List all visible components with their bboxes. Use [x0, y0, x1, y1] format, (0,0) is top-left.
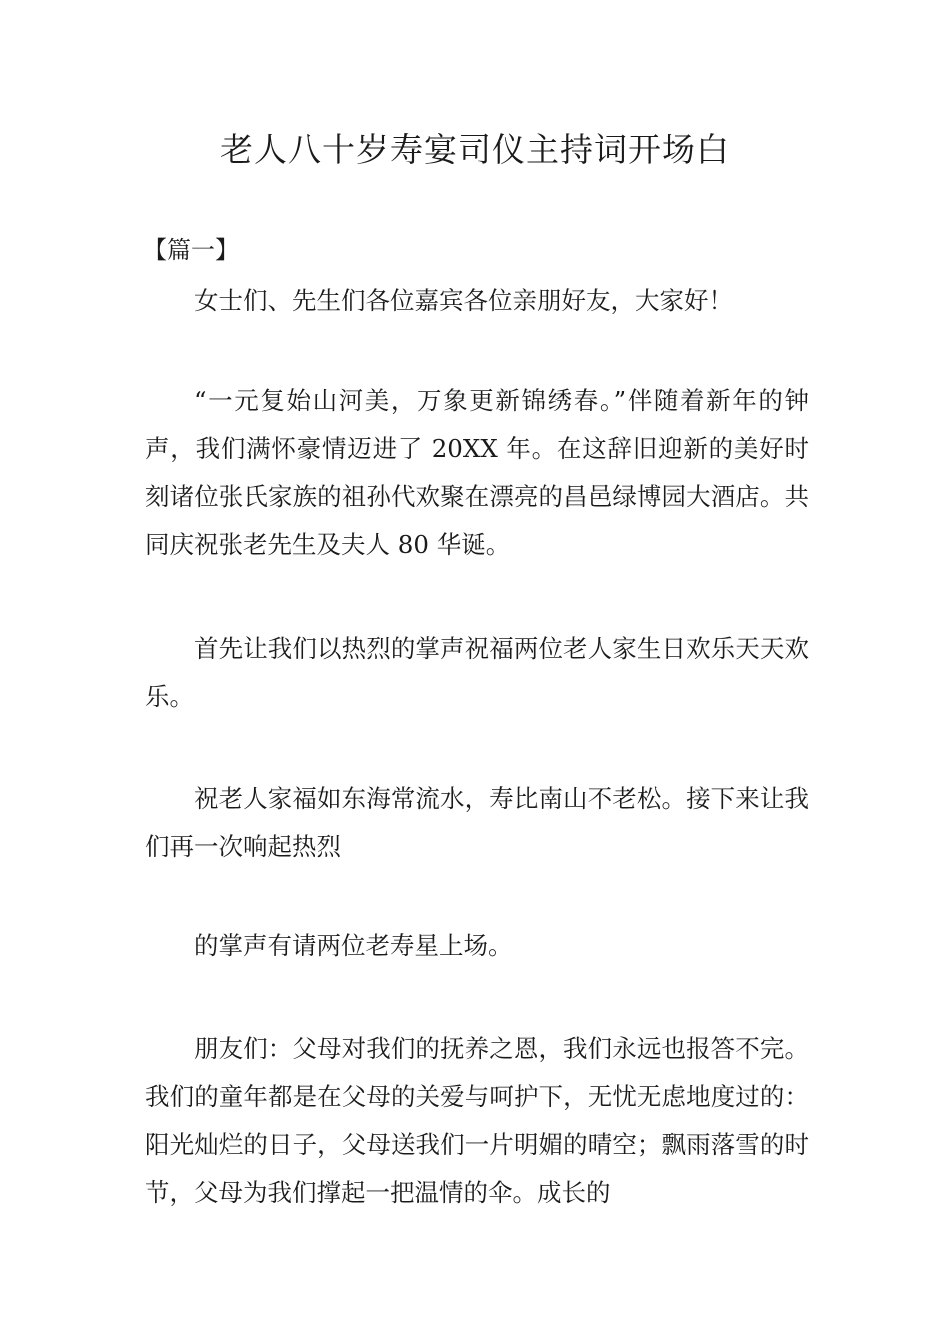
paragraph-parents: 朋友们：父母对我们的抚养之恩，我们永远也报答不完。我们的童年都是在父母的关爱与呵护下，无忧无虑地度过的：阳光灿烂的日子，父母送我们一片明媚的晴空；飘雨落雪的时节，父母为我们撑起一把温情的伞。成长的 [145, 1034, 809, 1207]
document-title: 老人八十岁寿宴司仪主持词开场白 [220, 130, 730, 169]
section-label: 【篇一】 [143, 236, 239, 264]
paragraph-invite: 的掌声有请两位老寿星上场。 [194, 931, 513, 960]
paragraph-blessing: 首先让我们以热烈的掌声祝福两位老人家生日欢乐天天欢乐。 [145, 634, 809, 711]
paragraph-greeting: 女士们、先生们各位嘉宾各位亲朋好友，大家好！ [194, 286, 733, 315]
paragraph-wish: 祝老人家福如东海常流水，寿比南山不老松。接下来让我们再一次响起热烈 [145, 784, 809, 861]
paragraph-new-year: “一元复始山河美，万象更新锦绣春。”伴随着新年的钟声，我们满怀豪情迈进了 20XX 年。在这辞旧迎新的美好时刻诸位张氏家族的祖孙代欢聚在漂亮的昌邑绿博园大酒店。共同庆祝张老先生及夫人 80 华诞。 [145, 386, 809, 559]
